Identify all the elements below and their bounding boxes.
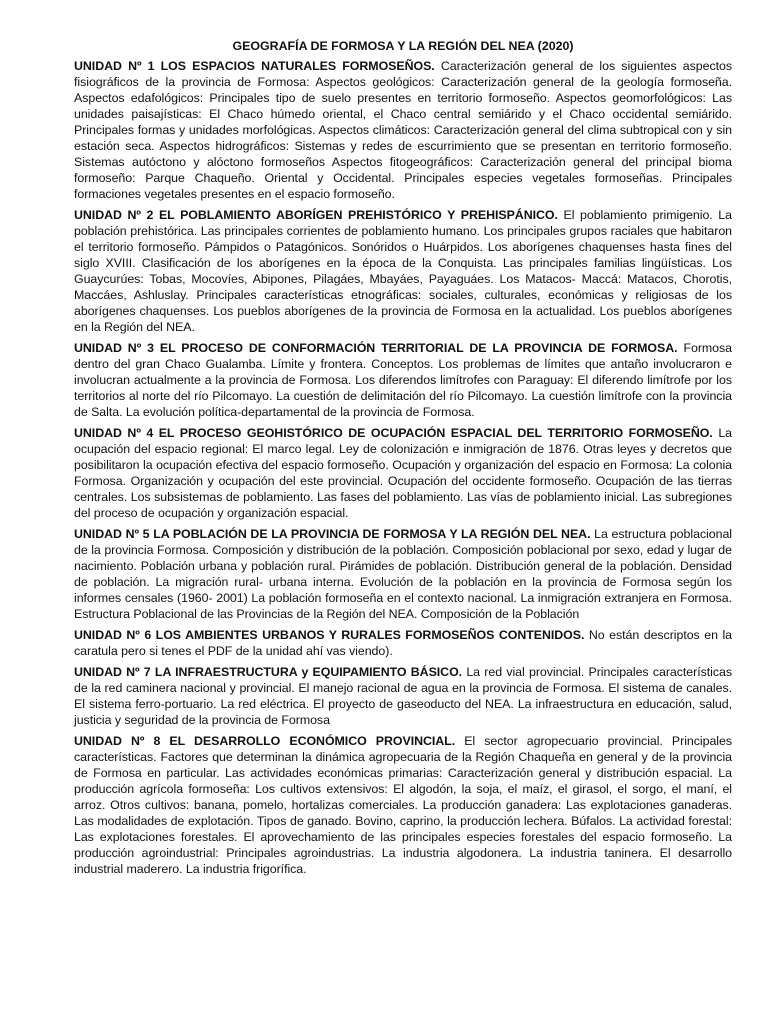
unit-2-body: El poblamiento primigenio. La población prehistórica. Las principales corrientes de poblamiento humano. Los principales grupos raciales que habitaron el territorio formoseño. Pámpidos o Patagónicos. Sonóridos o Huárpidos. Los aborígenes chaquenses hasta fines del siglo XVIII. Clasificación de los aborígenes en la época de la Conquista. Las principales familias lingüísticas. Los Guaycurúes: Tobas, Mocovíes, Abipones, Pilagáes, Mbayáes, Payaguáes. Los Matacos- Maccá: Matacos, Chorotis, Maccáes, Ashluslay. Principales características etnográficas: sociales, culturales, económicas y religiosas de los aborígenes chaquenses. Los pueblos aborígenes de la provincia de Formosa en la actualidad. Los pueblos aborígenes en la Región del NEA. xyxy=(74,208,732,334)
document-page xyxy=(74,38,732,882)
document-title: GEOGRAFÍA DE FORMOSA Y LA REGIÓN DEL NEA (2020) xyxy=(232,39,574,53)
unit-7-heading: UNIDAD Nº 7 LA INFRAESTRUCTURA y EQUIPAMIENTO BÁSICO. xyxy=(74,665,463,679)
unit-3-body: Formosa dentro del gran Chaco Gualamba. Límite y frontera. Conceptos. Los problemas de límites que antaño involucraron e involucran actualmente a la provincia de Formosa. Los diferendos limítrofes con Paraguay: El diferendo limítrofe por los territorios al norte del río Pilcomayo. La cuestión de delimitación del río Pilcomayo. La cuestión limítrofe con la provincia de Salta. La evolución política-departamental de la provincia de Formosa. xyxy=(74,341,732,419)
unit-6-body: No están descriptos en la caratula pero si tenes el PDF de la unidad ahí vas viendo). xyxy=(74,628,732,658)
unit-2-heading: UNIDAD Nº 2 EL POBLAMIENTO ABORÍGEN PREHISTÓRICO Y PREHISPÁNICO. xyxy=(74,208,558,222)
unit-6-heading: UNIDAD Nº 6 LOS AMBIENTES URBANOS Y RURALES FORMOSEÑOS CONTENIDOS. xyxy=(74,628,585,642)
unit-4 xyxy=(74,425,732,521)
unit-8 xyxy=(74,733,732,877)
unit-2 xyxy=(74,207,732,335)
unit-8-heading: UNIDAD Nº 8 EL DESARROLLO ECONÓMICO PROVINCIAL. xyxy=(74,734,456,748)
unit-4-body: La ocupación del espacio regional: El marco legal. Ley de colonización e inmigración de 1876. Otras leyes y decretos que posibilitaron la ocupación efectiva del espacio formoseño. Ocupación y organización del espacio en Formosa: La colonia Formosa. Organización y ocupación del este provincial. Ocupación del occidente formoseño. Ocupación de las tierras centrales. Los subsistemas de poblamiento. Las fases del poblamiento. Las vías de poblamiento inicial. Las subregiones del proceso de ocupación y organización espacial. xyxy=(74,426,732,520)
unit-1-heading: UNIDAD Nº 1 LOS ESPACIOS NATURALES FORMOSEÑOS. xyxy=(74,59,435,73)
unit-1 xyxy=(74,58,732,202)
unit-3 xyxy=(74,340,732,420)
unit-3-heading: UNIDAD Nº 3 EL PROCESO DE CONFORMACIÓN TERRITORIAL DE LA PROVINCIA DE FORMOSA. xyxy=(74,341,678,355)
unit-1-body: Caracterización general de los siguientes aspectos fisiográficos de la provincia de Formosa: Aspectos geológicos: Caracterización general de la geología formoseña. Aspectos edafológicos: Principales tipo de suelo presentes en territorio formoseño. Aspectos geomorfológicos: Las unidades paisajísticas: El Chaco húmedo oriental, el Chaco central semiárido y el Chaco occidental semiárido. Principales formas y unidades morfológicas. Aspectos climáticos: Caracterización general del clima subtropical con y sin estación seca. Aspectos hidrográficos: Sistemas y redes de escurrimiento que se presentan en territorio formoseño. Sistemas autóctono y alóctono formoseños Aspectos fitogeográficos: Caracterización general del principal bioma formoseño: Parque Chaqueño. Oriental y Occidental. Principales especies vegetales formoseñas. Principales formaciones vegetales presentes en el espacio formoseño. xyxy=(74,59,732,201)
unit-8-body: El sector agropecuario provincial. Principales características. Factores que determinan la dinámica agropecuaria de la Región Chaqueña en general y de la provincia de Formosa en particular. Las actividades económicas primarias: Caracterización general y distribución espacial. La producción agrícola formoseña: Los cultivos extensivos: El algodón, la soja, el maíz, el girasol, el sorgo, el maní, el arroz. Otros cultivos: banana, pomelo, hortalizas comerciales. La producción ganadera: Las explotaciones ganaderas. Las modalidades de explotación. Tipos de ganado. Bovino, caprino, la producción lechera. Búfalos. La actividad forestal: Las explotaciones forestales. El aprovechamiento de las principales especies forestales del espacio formoseño. La producción agroindustrial: Principales agroindustrias. La industria algodonera. La industria taninera. El desarrollo industrial maderero. La industria frigorífica. xyxy=(74,734,732,876)
unit-5-body: La estructura poblacional de la provincia Formosa. Composición y distribución de la población. Composición poblacional por sexo, edad y lugar de nacimiento. Población urbana y población rural. Pirámides de población. Distribución general de la población. Densidad de población. La migración rural- urbana interna. Evolución de la población en la provincia de Formosa según los informes censales (1960- 2001) La población formoseña en el contexto nacional. La inmigración extranjera en Formosa. Estructura Poblacional de las Provincias de la Región del NEA. Composición de la Población xyxy=(74,527,732,621)
unit-7-body: La red vial provincial. Principales características de la red caminera nacional y provincial. El manejo racional de agua en la provincia de Formosa. El sistema de canales. El sistema ferro-portuario. La red eléctrica. El proyecto de gaseoducto del NEA. La infraestructura en educación, salud, justicia y seguridad de la provincia de Formosa xyxy=(74,665,732,727)
unit-5-heading: UNIDAD Nº 5 LA POBLACIÓN DE LA PROVINCIA DE FORMOSA Y LA REGIÓN DEL NEA. xyxy=(74,527,591,541)
unit-4-heading: UNIDAD Nº 4 EL PROCESO GEOHISTÓRICO DE OCUPACIÓN ESPACIAL DEL TERRITORIO FORMOSEÑO. xyxy=(74,426,713,440)
unit-5 xyxy=(74,526,732,622)
unit-6 xyxy=(74,627,732,659)
unit-7 xyxy=(74,664,732,728)
